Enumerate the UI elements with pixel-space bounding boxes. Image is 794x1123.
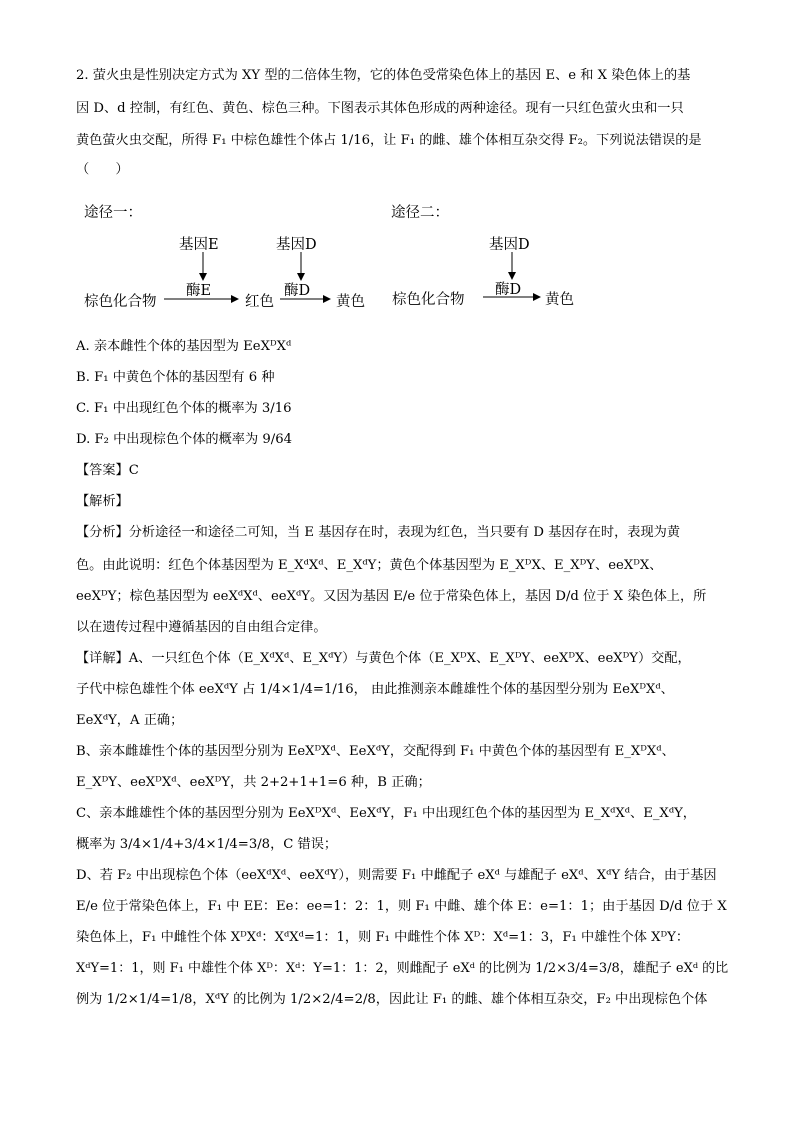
pathway2-enzyme-d: 酶D [495,282,522,298]
pathway1-product: 黄色 [336,294,365,310]
question-line-1: 2. 萤火虫是性别决定方式为 XY 型的二倍体生物，它的体色受常染色体上的基因 E、e 和 X 染色体上的基 [76,68,691,83]
detail-line-3: EeXᵈY，A 正确； [76,713,184,728]
answer-label: 【答案】 [76,463,129,478]
detail-line-10: 染色体上，F₁ 中雌性个体 XᴰXᵈ：XᵈXᵈ=1：1，则 F₁ 中雌性个体 Xᴰ：Xᵈ=1：3，F₁ 中雄性个体 XᴰY： [76,930,690,945]
pathway2-product: 黄色 [545,292,574,308]
option-b: B. F₁ 中黄色个体的基因型有 6 种 [76,370,275,385]
pathway1-enzyme-e: 酶E [186,283,212,299]
detail-line-6: C、亲本雌雄性个体的基因型分别为 EeXᴰXᵈ、EeXᵈY，F₁ 中出现红色个体的基因型为 E_XᵈXᵈ、E_XᵈY， [76,806,696,821]
pathway2-substrate: 棕色化合物 [392,292,465,308]
question-line-3: 黄色萤火虫交配，所得 F₁ 中棕色雄性个体占 1/16，让 F₁ 的雌、雄个体相互杂交得 F₂。下列说法错误的是 [76,133,702,148]
detail-line-5: E_XᴰY、eeXᴰXᵈ、eeXᴰY，共 2+2+1+1=6 种，B 正确； [76,775,431,790]
detail-line-11: XᵈY=1：1，则 F₁ 中雄性个体 Xᴰ：Xᵈ：Y=1：1：2，则雌配子 eXᵈ 的比例为 1/2×3/4=3/8，雄配子 eXᵈ 的比 [76,961,729,976]
pathway1-enzyme-d: 酶D [284,283,311,299]
detail-line-9: E/e 位于常染色体上，F₁ 中 EE：Ee：ee=1：2：1，则 F₁ 中雌、雄个体 E：e=1：1；由于基因 D/d 位于 X [76,899,727,914]
detail-line-4: B、亲本雌雄性个体的基因型分别为 EeXᴰXᵈ、EeXᵈY，交配得到 F₁ 中黄色个体的基因型有 E_XᴰXᵈ、 [76,744,675,759]
detail-line-12: 例为 1/2×1/4=1/8，XᵈY 的比例为 1/2×2/4=2/8，因此让 F₁ 的雌、雄个体相互杂交，F₂ 中出现棕色个体 [76,992,708,1007]
pathway2-title: 途径二： [391,205,449,221]
option-d: D. F₂ 中出现棕色个体的概率为 9/64 [76,432,292,447]
answer-line [76,461,139,481]
pathway1-gene-e: 基因E [179,237,219,253]
pathway1-middle: 红色 [245,294,274,310]
analysis-heading: 【解析】 [76,494,129,509]
pathway-arrows [0,0,794,360]
answer-value: C [128,463,139,478]
detail-line-8: D、若 F₂ 中出现棕色个体（eeXᵈXᵈ、eeXᵈY），则需要 F₁ 中雌配子 eXᵈ 与雄配子 eXᵈ、XᵈY 结合，由于基因 [76,868,717,883]
question-line-2: 因 D、d 控制，有红色、黄色、棕色三种。下图表示其体色形成的两种途径。现有一只红色萤火虫和一只 [76,101,684,116]
pathway1-title: 途径一： [84,205,142,221]
question-line-4: （ ） [76,162,129,177]
analysis-line-2: 色。由此说明：红色个体基因型为 E_XᵈXᵈ、E_XᵈY；黄色个体基因型为 E_XᴰX、E_XᴰY、eeXᴰX、 [76,558,663,573]
pathway1-substrate: 棕色化合物 [84,294,157,310]
detail-line-1: 【详解】A、一只红色个体（E_XᵈXᵈ、E_XᵈY）与黄色个体（E_XᴰX、E_XᴰY、eeXᴰX、eeXᴰY）交配， [76,651,691,666]
option-a: A. 亲本雌性个体的基因型为 EeXᴰXᵈ [76,339,292,354]
analysis-line-3: eeXᴰY；棕色基因型为 eeXᵈXᵈ、eeXᵈY。又因为基因 E/e 位于常染色体上，基因 D/d 位于 X 染色体上，所 [76,589,707,604]
analysis-line-1: 【分析】分析途径一和途径二可知，当 E 基因存在时，表现为红色，当只要有 D 基因存在时，表现为黄 [76,525,681,540]
detail-line-7: 概率为 3/4×1/4+3/4×1/4=3/8，C 错误； [76,837,338,852]
analysis-line-4: 以在遗传过程中遵循基因的自由组合定律。 [76,620,327,635]
pathway1-gene-d: 基因D [276,237,317,253]
pathway2-gene-d: 基因D [489,237,530,253]
option-c: C. F₁ 中出现红色个体的概率为 3/16 [76,401,292,416]
detail-line-2: 子代中棕色雄性个体 eeXᵈY 占 1/4×1/4=1/16， 由此推测亲本雌雄性个体的基因型分别为 EeXᴰXᵈ、 [76,682,674,697]
